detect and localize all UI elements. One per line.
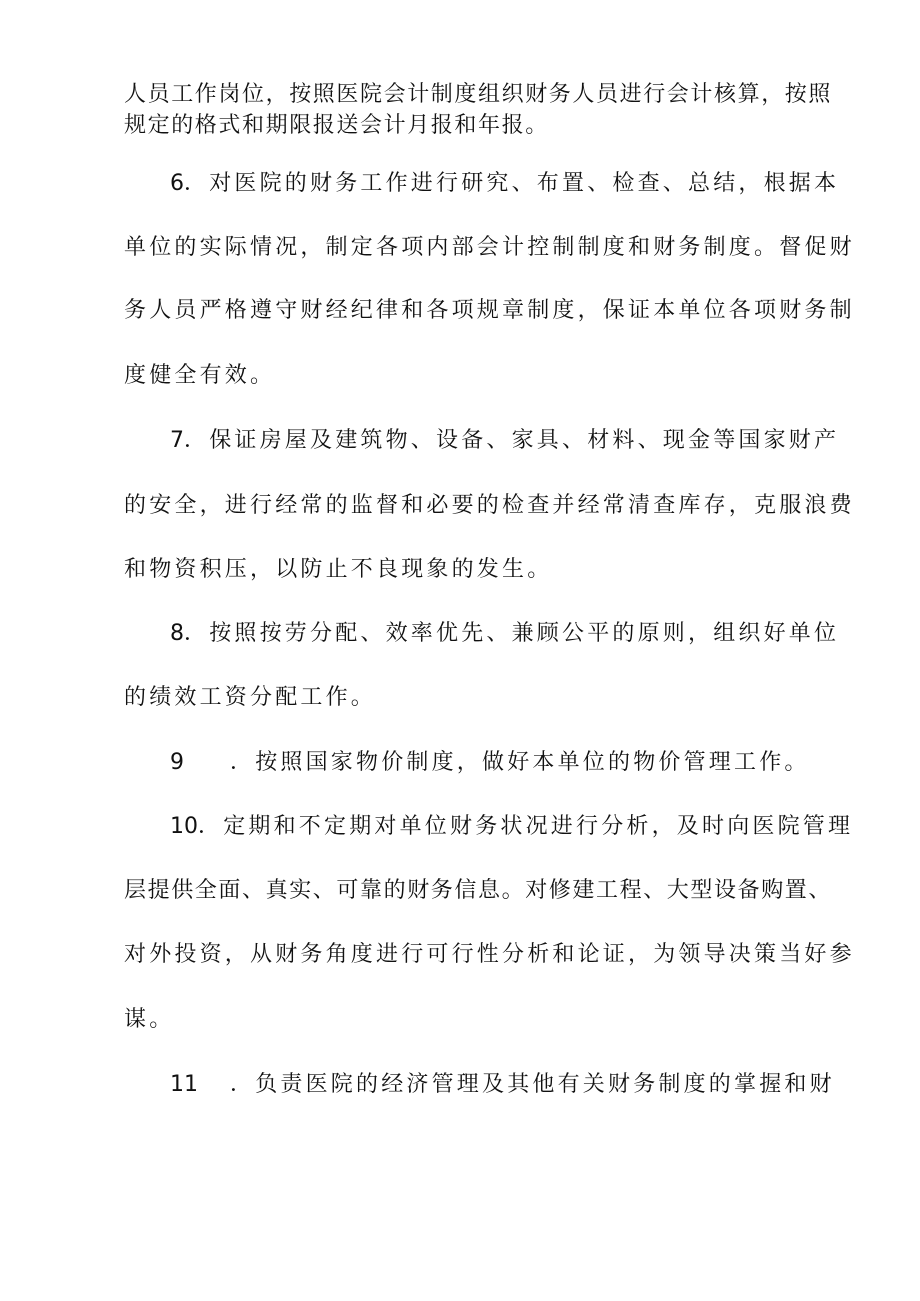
text-line: [124, 555, 552, 585]
line-text: 务人员严格遵守财经纪律和各项规章制度，保证本单位各项财务制: [124, 298, 855, 323]
line-text: ．按照国家物价制度，做好本单位的物价管理工作。: [230, 750, 810, 775]
item-number: 9: [170, 750, 184, 775]
list-item-8: [170, 619, 839, 649]
line-text: 单位的实际情况，制定各项内部会计控制制度和财务制度。督促财: [124, 235, 855, 260]
list-item-9: [170, 748, 810, 778]
item-number: 6: [170, 171, 184, 196]
line-text: ．保证房屋及建筑物、设备、家具、材料、现金等国家财产: [184, 428, 840, 453]
line-text: 谋。: [124, 1007, 175, 1032]
line-text: 规定的格式和期限报送会计月报和年报。: [124, 113, 549, 138]
item-number: 7: [170, 428, 184, 453]
line-text: ．按照按劳分配、效率优先、兼顾公平的原则，组织好单位: [184, 621, 840, 646]
list-item-6: [170, 169, 839, 199]
list-item-7: [170, 426, 839, 456]
line-text: 层提供全面、真实、可靠的财务信息。对修建工程、大型设备购置、: [124, 878, 833, 903]
line-text: 的绩效工资分配工作。: [124, 685, 377, 710]
text-line: [124, 491, 855, 521]
item-number: 8: [170, 621, 184, 646]
text-line: [124, 361, 275, 391]
list-item-10: [170, 812, 853, 842]
line-text: 人员工作岗位，按照医院会计制度组织财务人员进行会计核算，按照: [124, 82, 833, 107]
text-line: [124, 1005, 174, 1035]
line-text: ．定期和不定期对单位财务状况进行分析，及时向医院管理: [198, 814, 854, 839]
line-text: 度健全有效。: [124, 363, 276, 388]
line-text: 的安全，进行经常的监督和必要的检查并经常清查库存，克服浪费: [124, 493, 855, 518]
item-number: 10: [170, 814, 198, 839]
text-line: [124, 80, 832, 110]
text-line: [124, 876, 832, 906]
line-text: ．对医院的财务工作进行研究、布置、检查、总结，根据本: [184, 171, 840, 196]
text-line: [124, 940, 855, 970]
list-item-11: [170, 1070, 835, 1100]
text-line: [124, 233, 855, 263]
text-line: [124, 296, 855, 326]
line-text: 对外投资，从财务角度进行可行性分析和论证，为领导决策当好参: [124, 942, 855, 967]
line-text: ．负责医院的经济管理及其他有关财务制度的掌握和财: [230, 1072, 835, 1097]
text-line: [124, 683, 376, 713]
line-text: 和物资积压，以防止不良现象的发生。: [124, 557, 553, 582]
text-line: [124, 111, 549, 141]
item-number: 11: [170, 1072, 198, 1097]
